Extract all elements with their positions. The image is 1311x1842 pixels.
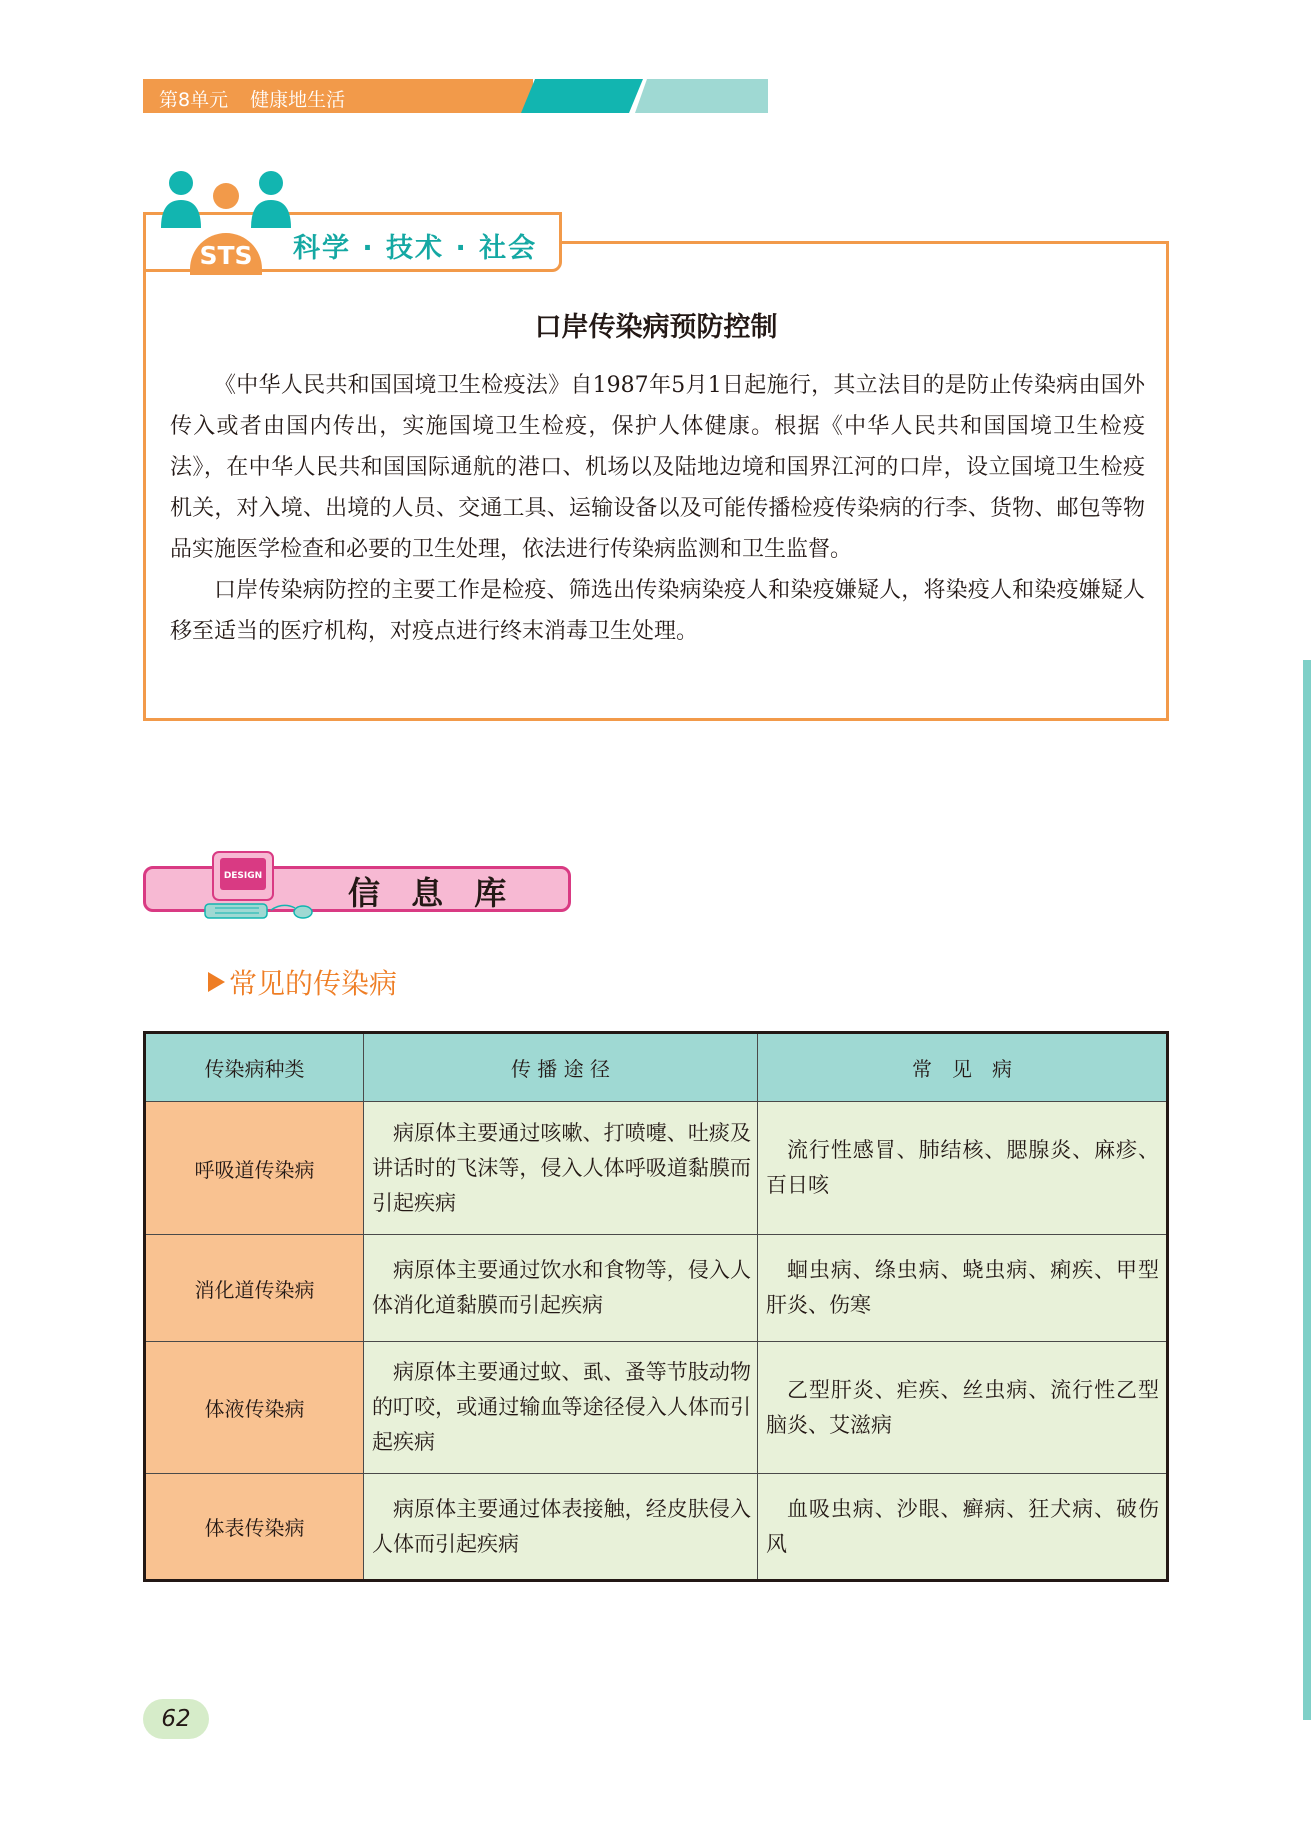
computer-design-icon	[203, 850, 315, 922]
row-common	[758, 1474, 1168, 1581]
header-teal-segment	[521, 79, 643, 113]
common-text: 血吸虫病、沙眼、癣病、狂犬病、破伤风	[766, 1496, 1159, 1556]
row-route	[364, 1474, 758, 1581]
unit-title: 健康地生活	[250, 89, 346, 111]
header-light-teal-segment	[635, 79, 768, 113]
table-header-row	[145, 1033, 1168, 1102]
infectious-disease-table	[143, 1031, 1169, 1582]
chapter-label	[159, 85, 345, 112]
row-category: 体表传染病	[145, 1474, 364, 1581]
common-text: 蛔虫病、绦虫病、蛲虫病、痢疾、甲型肝炎、伤寒	[766, 1258, 1159, 1317]
header-common: 常 见 病	[758, 1033, 1168, 1102]
section-subheading	[208, 962, 397, 1002]
row-route	[364, 1342, 758, 1474]
table-row	[145, 1235, 1168, 1342]
table-row	[145, 1342, 1168, 1474]
row-common	[758, 1235, 1168, 1342]
page-number: 62	[143, 1699, 209, 1739]
page-edge-tab	[1303, 660, 1311, 1720]
row-category: 呼吸道传染病	[145, 1102, 364, 1235]
row-route	[364, 1235, 758, 1342]
sts-badge: STS	[190, 233, 262, 275]
unit-number: 第8单元	[159, 89, 229, 111]
route-text: 病原体主要通过咳嗽、打喷嚏、吐痰及讲话时的飞沫等，侵入人体呼吸道黏膜而引起疾病	[372, 1120, 751, 1215]
route-text: 病原体主要通过体表接触，经皮肤侵入人体而引起疾病	[372, 1496, 751, 1556]
sts-frame-topline	[560, 241, 1169, 244]
subheading-text: 常见的传染病	[229, 967, 398, 1000]
sts-heading: 科学 · 技术 · 社会	[293, 233, 538, 264]
table-row	[145, 1474, 1168, 1581]
row-category: 体液传染病	[145, 1342, 364, 1474]
info-library-title: 信 息 库	[348, 874, 517, 912]
common-text: 流行性感冒、肺结核、腮腺炎、麻疹、百日咳	[766, 1138, 1159, 1197]
triangle-bullet-icon	[208, 972, 225, 992]
header-route: 传 播 途 径	[364, 1033, 758, 1102]
route-text: 病原体主要通过蚊、虱、蚤等节肢动物的叮咬，或通过输血等途径侵入人体而引起疾病	[372, 1360, 751, 1454]
common-text: 乙型肝炎、疟疾、丝虫病、流行性乙型脑炎、艾滋病	[766, 1377, 1159, 1437]
article-paragraph: 《中华人民共和国国境卫生检疫法》自1987年5月1日起施行，其立法目的是防止传染病由国外传入或者由国内传出，实施国境卫生检疫，保护人体健康。根据《中华人民共和国国境卫生检疫法》，在中华人民共和国国际通航的港口、机场以及陆地边境和国界江河的口岸，设立国境卫生检疫机关，对入境、出境的人员、交通工具、运输设备以及可能传播检疫传染病的行李、货物、邮包等物品实施医学检查和必要的卫生处理，依法进行传染病监测和卫生监督。	[170, 373, 1145, 562]
row-common	[758, 1342, 1168, 1474]
people-group-icon	[156, 170, 296, 230]
table-row	[145, 1102, 1168, 1235]
row-route	[364, 1102, 758, 1235]
chapter-header-band	[143, 79, 768, 113]
article-title: 口岸传染病预防控制	[534, 312, 778, 343]
article-body	[170, 365, 1145, 652]
row-common	[758, 1102, 1168, 1235]
computer-screen-label: DESIGN	[223, 871, 263, 881]
route-text: 病原体主要通过饮水和食物等，侵入人体消化道黏膜而引起疾病	[372, 1258, 751, 1317]
article-paragraph: 口岸传染病防控的主要工作是检疫、筛选出传染病染疫人和染疫嫌疑人，将染疫人和染疫嫌疑人移至适当的医疗机构，对疫点进行终末消毒卫生处理。	[170, 578, 1145, 644]
row-category: 消化道传染病	[145, 1235, 364, 1342]
header-category: 传染病种类	[145, 1033, 364, 1102]
